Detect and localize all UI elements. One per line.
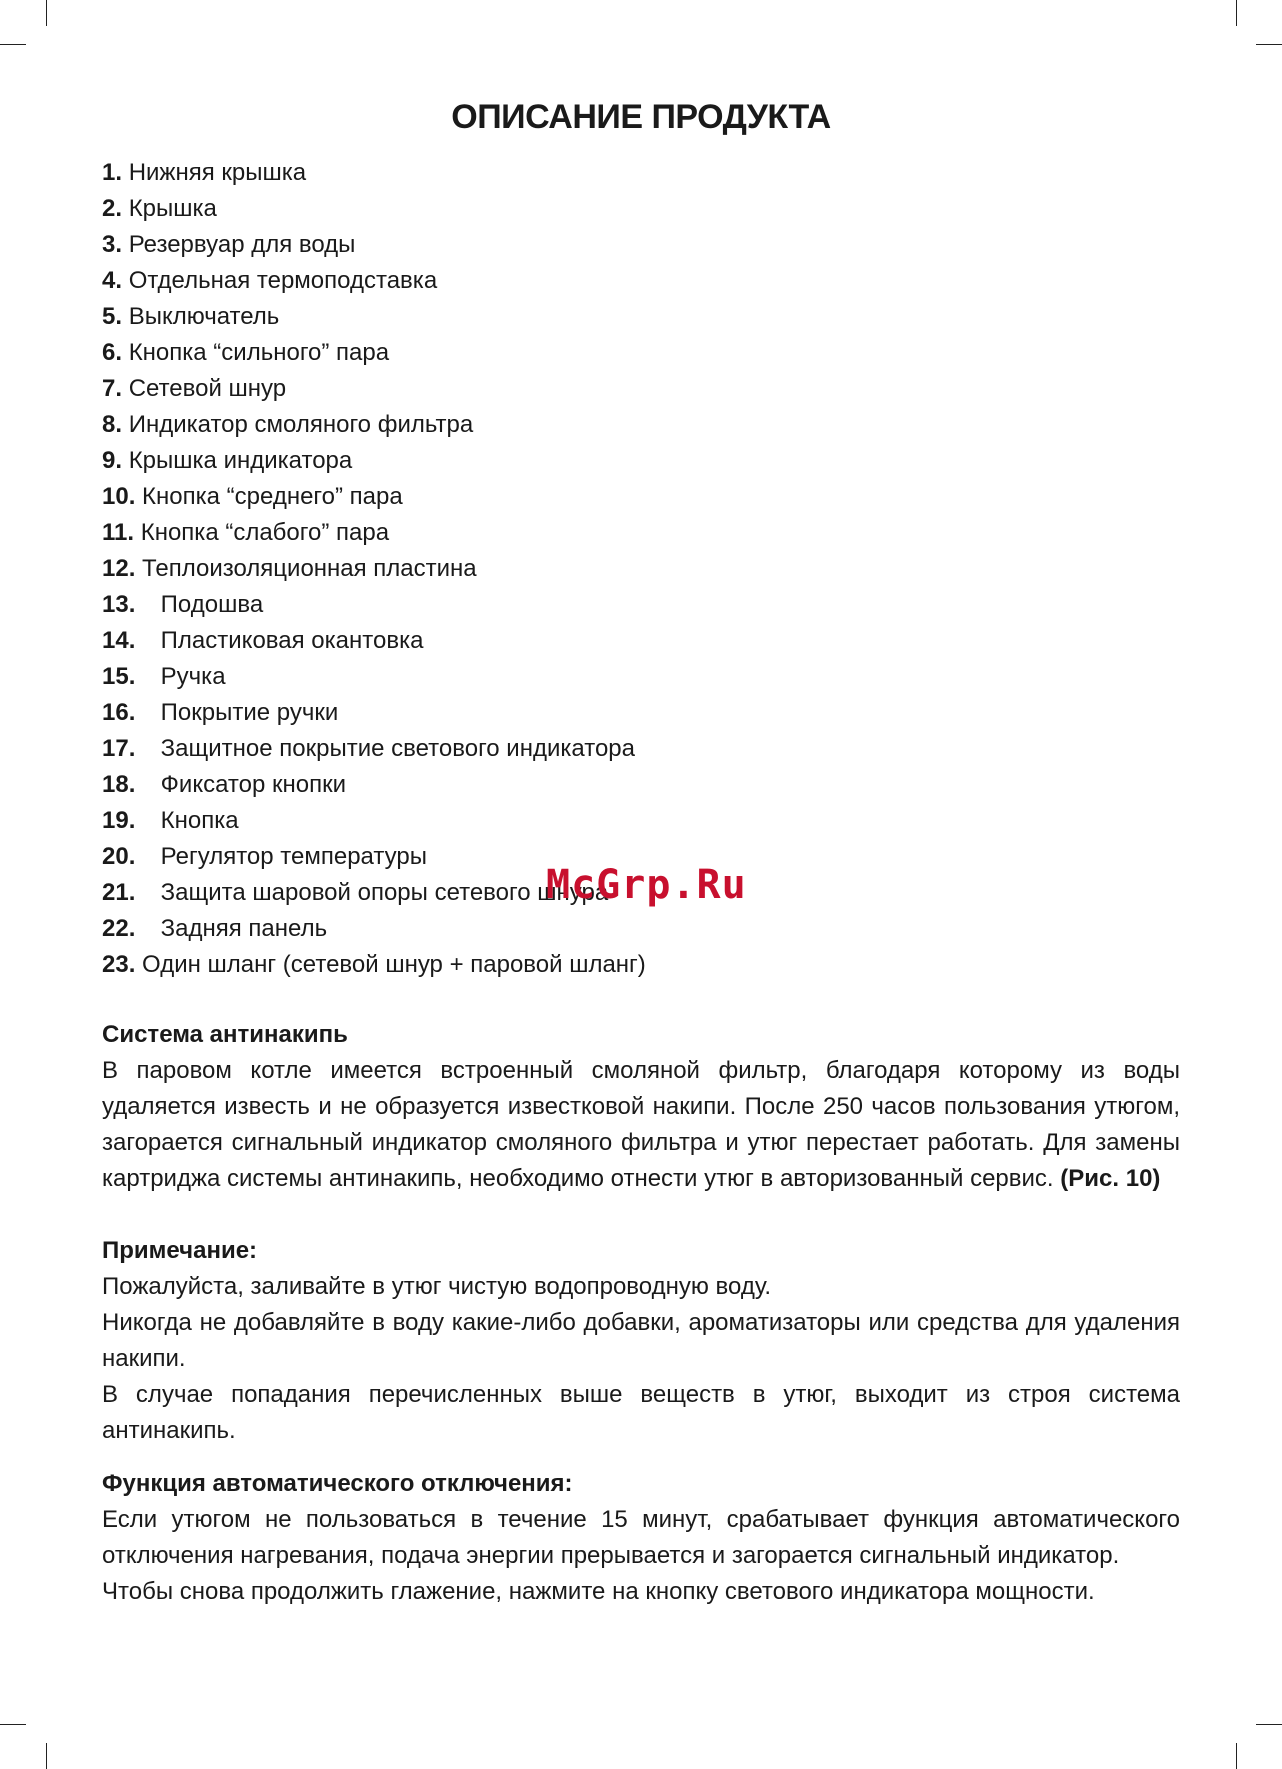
part-item [102, 731, 646, 767]
part-item [102, 911, 646, 947]
crop-mark [46, 0, 47, 26]
part-number: 18. [102, 771, 136, 798]
part-label: Отдельная термоподставка [128, 267, 438, 294]
part-item [102, 659, 646, 695]
note-paragraph-1: Пожалуйста, заливайте в утюг чистую водопроводную воду. [102, 1273, 772, 1300]
part-item [102, 623, 646, 659]
note-heading: Примечание: [102, 1237, 258, 1264]
part-number: 3. [102, 231, 123, 258]
part-item [102, 191, 646, 227]
crop-mark [46, 1743, 47, 1769]
part-label: Сетевой шнур [128, 375, 287, 402]
part-number: 9. [102, 447, 123, 474]
part-item [102, 587, 646, 623]
part-number: 19. [102, 807, 136, 834]
note-paragraph-3: В случае попадания перечисленных выше веществ в утюг, выходит из строя система антинакипь. [102, 1381, 1180, 1444]
part-number: 20. [102, 843, 136, 870]
part-label: Крышка [128, 195, 217, 222]
part-number: 16. [102, 699, 136, 726]
part-number: 7. [102, 375, 123, 402]
part-label: Задняя панель [160, 915, 328, 942]
crop-mark [0, 44, 26, 45]
part-label: Выключатель [128, 303, 280, 330]
crop-mark [1256, 44, 1282, 45]
part-number: 13. [102, 591, 136, 618]
note-section [102, 1233, 1180, 1449]
part-item [102, 371, 646, 407]
part-number: 4. [102, 267, 123, 294]
page-title: ОПИСАНИЕ ПРОДУКТА [451, 98, 831, 136]
part-label: Кнопка “слабого” пара [140, 519, 390, 546]
part-item [102, 263, 646, 299]
antiscale-body: В паровом котле имеется встроенный смоляной фильтр, благодаря которому из воды удаляется известь и не образуется известковой накипи. После 250 часов пользования утюгом, загорается сигнальный индикатор смоляного фильтра и утюг перестает работать. Для замены картриджа системы антинакипь, необходимо отнести утюг в авторизованный сервис. [102, 1057, 1180, 1192]
part-item [102, 551, 646, 587]
part-label: Индикатор смоляного фильтра [128, 411, 474, 438]
part-number: 14. [102, 627, 136, 654]
part-item [102, 767, 646, 803]
part-item [102, 443, 646, 479]
autooff-paragraph-1: Если утюгом не пользоваться в течение 15 минут, срабатывает функция автоматического отключения нагревания, подача энергии прерывается и загорается сигнальный индикатор. [102, 1506, 1180, 1569]
part-number: 6. [102, 339, 123, 366]
part-label: Подошва [160, 591, 264, 618]
part-item [102, 227, 646, 263]
antiscale-section [102, 1017, 1180, 1197]
part-label: Пластиковая окантовка [160, 627, 424, 654]
crop-mark [1256, 1724, 1282, 1725]
part-number: 11. [102, 519, 135, 546]
part-label: Один шланг (сетевой шнур + паровой шланг) [142, 951, 646, 978]
part-label: Покрытие ручки [160, 699, 339, 726]
part-label: Теплоизоляционная пластина [142, 555, 477, 582]
part-label: Крышка индикатора [128, 447, 353, 474]
part-label: Нижняя крышка [128, 159, 307, 186]
part-label: Резервуар для воды [128, 231, 356, 258]
part-label: Фиксатор кнопки [160, 771, 347, 798]
part-item [102, 515, 646, 551]
part-item [102, 299, 646, 335]
part-item [102, 947, 646, 983]
part-item [102, 155, 646, 191]
watermark: McGrp.Ru [546, 862, 747, 908]
part-number: 5. [102, 303, 123, 330]
part-number: 23. [102, 951, 136, 978]
part-label: Защитное покрытие светового индикатора [160, 735, 635, 762]
autooff-heading: Функция автоматического отключения: [102, 1470, 573, 1497]
part-label: Регулятор температуры [160, 843, 427, 870]
part-item [102, 407, 646, 443]
part-number: 1. [102, 159, 123, 186]
antiscale-text [102, 1053, 1180, 1197]
part-number: 2. [102, 195, 123, 222]
figure-reference: (Рис. 10) [1060, 1165, 1161, 1192]
part-number: 12. [102, 555, 136, 582]
part-number: 15. [102, 663, 136, 690]
autooff-paragraph-2: Чтобы снова продолжить глажение, нажмите на кнопку светового индикатора мощности. [102, 1578, 1095, 1605]
crop-mark [1236, 0, 1237, 26]
part-label: Ручка [160, 663, 226, 690]
part-item [102, 695, 646, 731]
parts-list [102, 155, 646, 983]
part-item [102, 479, 646, 515]
part-label: Кнопка “среднего” пара [142, 483, 403, 510]
part-number: 21. [102, 879, 136, 906]
part-number: 22. [102, 915, 136, 942]
part-label: Кнопка [160, 807, 239, 834]
autooff-section [102, 1466, 1180, 1610]
antiscale-heading: Система антинакипь [102, 1021, 348, 1048]
part-number: 10. [102, 483, 136, 510]
crop-mark [1236, 1743, 1237, 1769]
note-paragraph-2: Никогда не добавляйте в воду какие-либо добавки, ароматизаторы или средства для удаления накипи. [102, 1309, 1180, 1372]
part-number: 8. [102, 411, 123, 438]
part-number: 17. [102, 735, 136, 762]
part-label: Кнопка “сильного” пара [128, 339, 390, 366]
part-item [102, 803, 646, 839]
part-label: Защита шаровой опоры сетевого шнура [160, 879, 609, 906]
part-item [102, 335, 646, 371]
crop-mark [0, 1724, 26, 1725]
